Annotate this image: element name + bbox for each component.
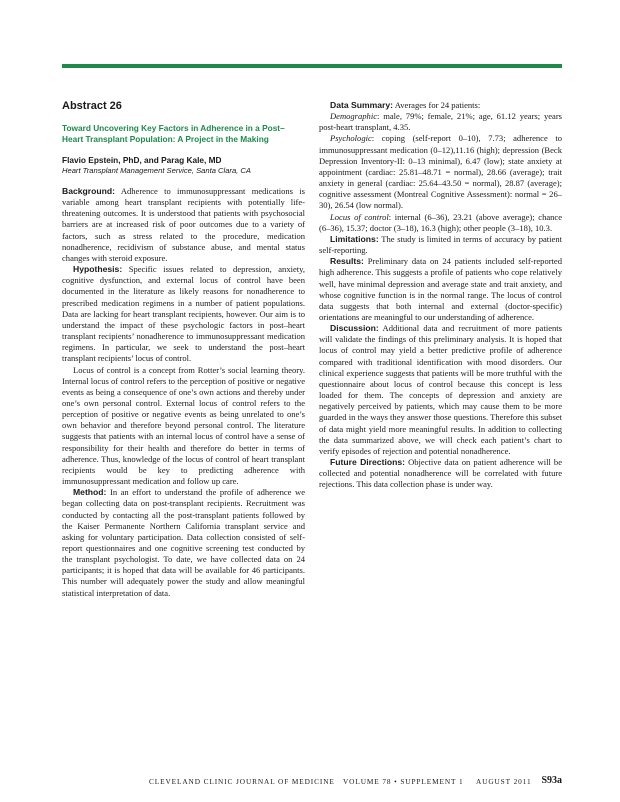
authors: Flavio Epstein, PhD, and Parag Kale, MD: [62, 155, 222, 165]
right-column: [319, 100, 562, 490]
results-heading: Results:: [330, 256, 364, 267]
abstract-title: Toward Uncovering Key Factors in Adherence in a Post–Heart Transplant Population: A Project in the Making: [62, 123, 285, 144]
future-directions-paragraph: [319, 457, 562, 490]
future-directions-text: Objective data on patient adherence will be collected and potential nonadherence will be correlated with future rejections. This data collection phase is under way.: [319, 457, 562, 490]
psychologic-text: : coping (self-report 0–10), 7.73; adherence to immunosuppressant medication (0–12),11.16 (high); depression (Beck Depression Inventory-II: 0–13 minimal), 6.47 (low); state anxiety at appointment (cardiac: 25.81–48.71 = normal), 28.66 (average); trait anxiety in general (cardiac: 25.64–43.50 = normal), 28.87 (average); cognitive assessment (Montreal Cognitive Assessment): normal = 26–30), 26.54 (low normal).: [319, 133, 562, 211]
left-column: [62, 100, 305, 599]
demographic-text: : male, 79%; female, 21%; age, 61.12 years; years post-heart transplant, 4.35.: [319, 111, 562, 133]
hypothesis-paragraph: [62, 264, 305, 364]
method-text: In an effort to understand the profile of adherence we began collecting data on post-transplant recipients. Recruitment was conducted by contacting all the post-transplant patients followed by the Kaiser Permanente Northern California transplant service and asking for voluntary participation. Data collection consisted of self-report questionnaires and one cognitive screening test conducted by the transplant psychologist. To date, we have collected data on 24 participants; it is hoped that data will be available for 46 participants. This number will adequately power the study and allow meaningful statistical interpretation of data.: [62, 487, 305, 598]
affiliation: Heart Transplant Management Service, Santa Clara, CA: [62, 166, 251, 175]
footer-date: AUGUST 2011: [476, 777, 532, 786]
data-summary-text: Averages for 24 patients:: [393, 100, 481, 110]
top-accent-rule: [62, 64, 562, 68]
hypothesis-text: Specific issues related to depression, anxiety, cognitive dysfunction, and external locus of control have been documented in the literature as likely reasons for nonadherence to prescribed medication regimens in a number of patient populations. Data are lacking for heart transplant recipients, however. Our aim is to understand the impact of these psychologic factors in post–heart transplant recipients’ nonadherence to immunosuppressant medication regimens. In particular, we seek to understand the post–heart transplant recipients’ locus of control.: [62, 264, 305, 364]
background-heading: Background:: [62, 186, 115, 196]
locus-of-control-text: : internal (6–36), 23.21 (above average); chance (6–36), 15.37; doctor (3–18), 16.3 (high); other people (3–18), 10.3.: [319, 211, 562, 233]
background-text: Adherence to immunosuppressant medications is variable among heart transplant recipients with potentially life- threatening outcomes. It is understood that patients with psychosocial barriers are at increased risk of poor outcomes due to a variety of factors, such as stress related to the procedure, medication nonadherence, recidivism of substance abuse, and mental status changes with steroid exposure.: [62, 186, 305, 263]
psychologic-label: Psychologic: [330, 133, 372, 144]
locus-of-control-label: Locus of control: [330, 211, 389, 222]
limitations-paragraph: [319, 234, 562, 256]
page-number: S93a: [541, 775, 562, 786]
data-summary-paragraph: [319, 100, 562, 111]
footer-journal-name: CLEVELAND CLINIC JOURNAL OF MEDICINE: [149, 777, 335, 786]
method-heading: Method:: [73, 487, 107, 498]
future-directions-heading: Future Directions:: [330, 457, 405, 467]
demographic-label: Demographic: [330, 111, 377, 122]
results-paragraph: [319, 256, 562, 323]
results-text: Preliminary data on 24 patients included self-reported high adherence. This suggests a profile of patients who cope relatively well, have minimal depression and average state and trait anxiety, and whose cognitive function is in the normal range. The locus of control data suggests that both internal and external (doctor-specific) orientations are meaningful to our understanding of adherence.: [319, 256, 562, 322]
abstract-number: Abstract 26: [62, 100, 122, 112]
discussion-text: Additional data and recruitment of more patients will validate the findings of this preliminary analysis. It is hoped that locus of control may yield a better predictive profile of adherence compared with traditional identification with mood disorders. Our clinical experience suggests that patients will be more truthful with the questionnaire about locus of control because this concept is less loaded for them. The concepts of depression and anxiety are negatively perceived by patients, which may cause them to be more guarded in the ways they answer those questions. Therefore this subset of data might yield more meaningful results. In addition to collecting the data summarized above, we will check each patient’s chart to verify episodes of rejection and potential nonadherence.: [319, 323, 562, 456]
discussion-paragraph: [319, 323, 562, 457]
limitations-text: The study is limited in terms of accuracy by patient self-reporting.: [319, 233, 562, 256]
background-paragraph: [62, 186, 305, 264]
page-footer: [149, 776, 562, 790]
discussion-heading: Discussion:: [330, 323, 379, 334]
psychologic-paragraph: [319, 133, 562, 211]
demographic-paragraph: [319, 111, 562, 133]
footer-volume: VOLUME 78 • SUPPLEMENT 1: [343, 777, 464, 786]
hypothesis-heading: Hypothesis:: [73, 264, 123, 275]
locus-of-control-paragraph: [319, 212, 562, 234]
limitations-heading: Limitations:: [330, 233, 379, 244]
locus-paragraph: Locus of control is a concept from Rotter’s social learning theory. Internal locus of control refers to the perception of positive or negative events as being a consequence of one’s own actions and thereby under one’s own personal control. External locus of control refers to the perception of positive or negative events as being unrelated to one’s own behavior and therefore beyond personal control. The literature suggests that patients with an internal locus of control have a sense of responsibility for their health and therefore do better in terms of adherence. Thus, knowledge of the locus of control of heart transplant recipients would be key to predicting adherence with immunosuppressant medication and follow up care.: [62, 364, 305, 487]
method-paragraph: [62, 487, 305, 599]
data-summary-heading: Data Summary:: [330, 100, 394, 110]
